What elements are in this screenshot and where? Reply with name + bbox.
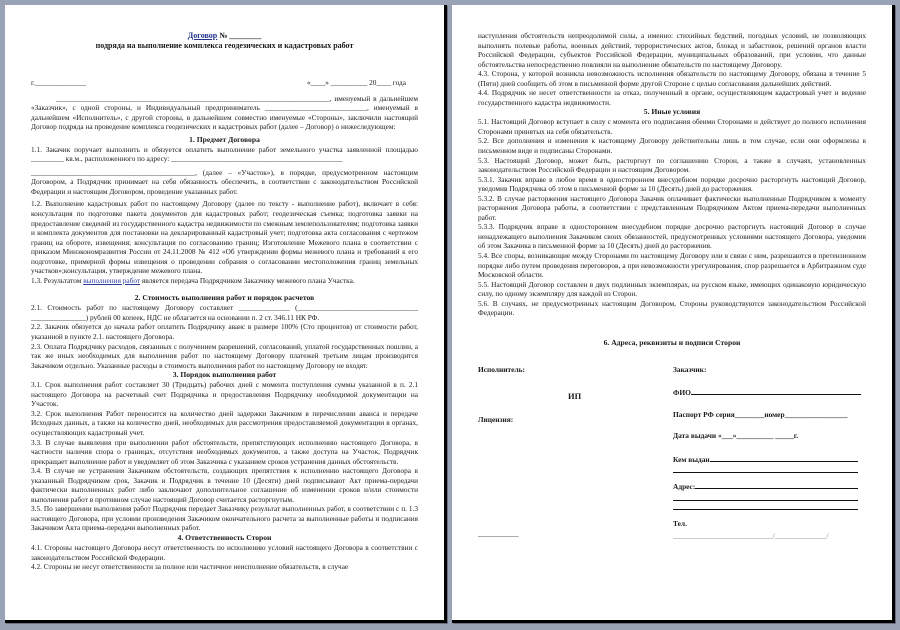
clause-4-2: 4.2. Стороны не несут ответственности за полное или частичное неисполнение обязательств, в случае	[31, 562, 349, 572]
clause-3-3: 3.3. В случае выявления при выполнении работ обстоятельств, препятствующих исполнению настоящего Договора, в частности наличия спора о границах, отсутствия необходимых документов, а также доступа на Участок, Подрядчик прекращает выполнение работ и уведомляет об этом Заказчика с указанием сроков устранения данных обстоятельств.	[31, 437, 418, 466]
clause-4-3: 4.3. Сторона, у которой возникла невозможность исполнения обязательств по настоящему Договору, обязана в течение 5 (Пяти) дней сообщить об этом в письменной форме другой Стороне с целью согласования дальнейших действий.	[478, 69, 866, 88]
clause-1-3-text-end: является передача Подрядчиком Заказчику межевого плана Участка.	[140, 275, 355, 285]
clause-5-5: 5.5. Настоящий Договор составлен в двух подлинных экземплярах, на русском языке, имеющих одинаковую юридическую силу, по одному экземпляру для каждой из Сторон.	[478, 279, 866, 299]
clause-5-2: 5.2. Все дополнения и изменения к настоящему Договору действительны лишь в том случае, если они оформлены в письменном виде и подписаны Сторонами.	[478, 136, 866, 156]
section-6-heading: 6. Адреса, реквизиты и подписи Сторон	[603, 337, 741, 347]
place-date-row	[31, 78, 418, 88]
section-1-heading: 1. Предмет Договора	[189, 134, 260, 144]
document-subtitle: подряда на выполнение комплекса геодезических и кадастровых работ	[95, 41, 354, 50]
intro-paragraph: ___________________________________________________________________________, именуемый в дальнейшем «Заказчик», с одной стороны, и Индивидуальный предприниматель ____________________________, именуемый в дальнейшем «Исполнитель», с другой стороны, в дальнейшем совместно именуемые «Стороны», заключили настоящий Договор подряда на проведение комплекса геодезических и кадастровых работ (далее – Договор) о нижеследующем:	[31, 93, 418, 132]
executor-ip: ИП	[568, 391, 582, 401]
executor-label: Исполнитель:	[478, 365, 525, 374]
title-word: Договор	[187, 31, 218, 40]
clause-5-3-1: 5.3.1. Закачик вправе в любое время в одностороннем внесудебном порядке досрочно расторгнуть настоящий Договор, уведомив Подрядчика об этом в письменной форме за 10 (Десять) дней до расторжения.	[478, 174, 866, 194]
clause-5-3-3: 5.3.3. Подрядчик вправе в одностороннем внесудебном порядке досрочно расторгнуть настоящий Договор в случае ненадлежащего выполнения Закачиком своих обязанностей, предусмотренных условиями настоящего Договора, уведомив об этом Закачика в письменной форме за 10 (Десять) дней до расторжения.	[478, 222, 866, 251]
address-line-2[interactable]	[673, 500, 858, 501]
address-field[interactable]	[673, 482, 858, 491]
clause-1-1: 1.1. Закачик поручает выполнить и обязуется оплатить выполнение работ земельного участка заявленной площадью _________ кв.м., расположенного по адресу: _______________________________________________	[31, 144, 418, 164]
issued-by-line-2[interactable]	[673, 472, 858, 473]
section-5-heading: 5. Иные условия	[643, 107, 701, 117]
customer-signature-line[interactable]: ___________________________/______________/	[673, 531, 829, 540]
section-4-heading: 4. Ответственность Сторон	[177, 532, 272, 542]
clause-2-2: 2.2. Закачик обязуется до начала работ оплатить Подрядчику аванс в размере 100% (Сто процентов) от стоимости работ, указанной в пункте 2.1. настоящего Договора.	[31, 322, 418, 342]
clause-4-1: 4.1. Стороны настоящего Договора несут ответственность по исполнению условий настоящего Договора в соответствии с законодательством Российской Федерации.	[31, 542, 418, 562]
customer-label: Заказчик:	[673, 365, 707, 374]
clause-3-2: 3.2. Срок выполнения Работ переносится на количество дней задержки Закачиком в перечислении аванса и передаче Исходных данных, а также на количество дней, необходимых для рассмотрения предоставляемой документации в органах, осуществляющих кадастровый учет.	[31, 408, 418, 437]
clause-3-1: 3.1. Срок выполнения работ составляет 30 (Тридцать) рабочих дней с момента поступления суммы указанной в п. 2.1 настоящего Договора на расчетный счет Подрядчика и предоставления Подрядчику необходимой документации на Участок.	[31, 380, 418, 409]
clause-2-3: 2.3. Оплата Подрядчику расходов, связанных с получением разрешений, согласований, уплатой государственных пошлин, а так же иных необходимых для выполнения работ по настоящему Договору платежей третьим лицам производится Закачиком отдельно. Указанные расходы в стоимость выполнения работ по настоящему Договору не входят.	[31, 341, 418, 370]
fio-field[interactable]	[673, 388, 861, 397]
clause-5-4: 5.4. Все споры, возникающие между Сторонами по настоящему Договору или в связи с ним, разрешаются в претензионном порядке либо путем проведения переговоров, а при невозможности урегулирования, спор разрешается в Арбитражном суде Московской области.	[478, 251, 866, 280]
clause-5-6: 5.6. В случаях, не предусмотренных настоящим Договором, Стороны руководствуются законодательством Российской Федерации.	[478, 298, 866, 318]
phone-label: Тел.	[673, 519, 687, 528]
address-label: Адрес:	[673, 482, 696, 491]
clause-5-3-2: 5.3.2. В случае расторжения настоящего Договора Закачик оплачивает фактически выполненные Подрядчиком к моменту расторжения Договора работы, в соответствии с представленным Подрядчиком Актом приема-передачи выполненных работ.	[478, 193, 866, 222]
section-3-heading: 3. Порядок выполнения работ	[172, 370, 277, 380]
fio-line	[691, 388, 861, 395]
page-2-content	[478, 31, 866, 348]
clause-5-1: 5.1. Настоящий Договор вступает в силу с момента его подписания обеими Сторонами и действует до полного исполнения Сторонами принятых на себя обязательств.	[478, 117, 866, 136]
clause-1-2: 1.2. Выполнение кадастровых работ по настоящему Договору (далее по тексту - выполнение работ), включает в себя: консультация по подготовке пакета документов для кадастровых работ; геодезическая съемка; подготовка заявки на предоставление сведений из государственного кадастра недвижимости по смежным землепользователям; подготовка заявки и комплекта документов для постановки на декларированный кадастровый учет; подготовка акта согласования с чертежом границ на обороте, извещения; консультация по согласованию границ; Изготовление Межевого плана в соответствии с приказом Минэкономразвития России от 24.11.2008 № 412 «Об утверждении формы межевого плана и требований к его подготовке, примерной формы извещения о проведении собрания о согласовании местоположения границ земельных участков»;консультация, утверждение межевого плана.	[31, 199, 418, 276]
clause-2-1: 2.1. Стоимость работ по настоящему Договору составляет ______________ (_________________________________ _______________) рублей 00 копеек, НДС не облагается на основании п. 2 ст. 346.11 НК РФ.	[31, 303, 418, 322]
document-title	[31, 31, 418, 41]
document-page-2	[452, 5, 895, 623]
clause-3-5: 3.5. По завершении выполнения работ Подрядчик передает Заказчику результат выполненных работ, в соответствии с п. 1.3 настоящего Договора, при условии произведения Закачиком окончательного расчета за выполненные работы и подписания Закачиком Акта приема-передачи выполненных работ.	[31, 504, 418, 533]
issued-by-field[interactable]	[673, 455, 858, 464]
clause-1-3	[31, 276, 418, 286]
clause-5-3: 5.3. Настоящий Договор, может быть, расторгнут по соглашению Сторон, а также в случаях, установленных законодательством Российской Федерации и настоящим Договором.	[478, 155, 866, 175]
fio-label: ФИО	[673, 388, 691, 397]
address-line	[695, 482, 858, 489]
works-link[interactable]: выполнения работ	[83, 275, 141, 285]
clause-1-1-cont: _____________________________________________, (далее – «Участок»), в порядке, предусмотренном настоящим Договором, а Подрядчик принимает на себя обязанность обеспечить, в соответствии с законодательством Российской Федерации и настоящим Договором, проведение указанных работ.	[31, 167, 418, 196]
passport-field[interactable]: Паспорт РФ серия________номер_________________	[673, 410, 848, 419]
clause-4-4: 4.4. Подрядчик не несет ответственности за отказ, полученный в органе, осуществляющем кадастровый учет и ведение государственного кадастра недвижимости.	[478, 88, 866, 107]
license-label: Лицензия:	[478, 415, 514, 424]
date-field: «____» __________ 20____ года	[307, 78, 406, 87]
document-page-1	[5, 5, 447, 623]
issue-date-field[interactable]: Дата выдачи «___»__________ _____г.	[673, 431, 799, 440]
issued-by-label: Кем выдан	[673, 455, 710, 464]
clause-3-4: 3.4. В случае не устранения Закачиком обстоятельств, создающих препятствия к исполнению настоящего Договора в указанный Подрядчиком срок, Закачик и Подрядчик в течение 10 (Десяти) дней подписывают Акт приема-передачи фактически выполненных работ либо заключают дополнительное соглашение об изменении сроков и/или стоимости выполнения работ в противном случае настоящий Договор считается расторгнутым.	[31, 466, 418, 504]
issued-by-line	[710, 455, 858, 462]
clause-4-2-cont: наступления обстоятельств непреодолимой силы, а именно: стихийных бедствий, погодных условий, не позволяющих выполнять полевые работы, военных действий, террористических актов, блокад и забастовок, решений органов власти Российской Федерации, субъектов Российской Федерации, муниципальных образований, при условии, что данные обстоятельства непосредственно повлияли на выполнение обязательств по настоящему Договору.	[478, 31, 866, 69]
clause-1-3-text: 1.3. Результатом	[31, 275, 84, 285]
section-2-heading: 2. Стоимость выполнения работ и порядок расчетов	[134, 293, 315, 303]
executor-signature-text: ___________	[478, 529, 519, 538]
address-line-3[interactable]	[673, 509, 858, 510]
city-field: г.______________	[31, 78, 87, 87]
title-number: № ________	[219, 31, 262, 40]
page-1-content	[31, 31, 418, 572]
